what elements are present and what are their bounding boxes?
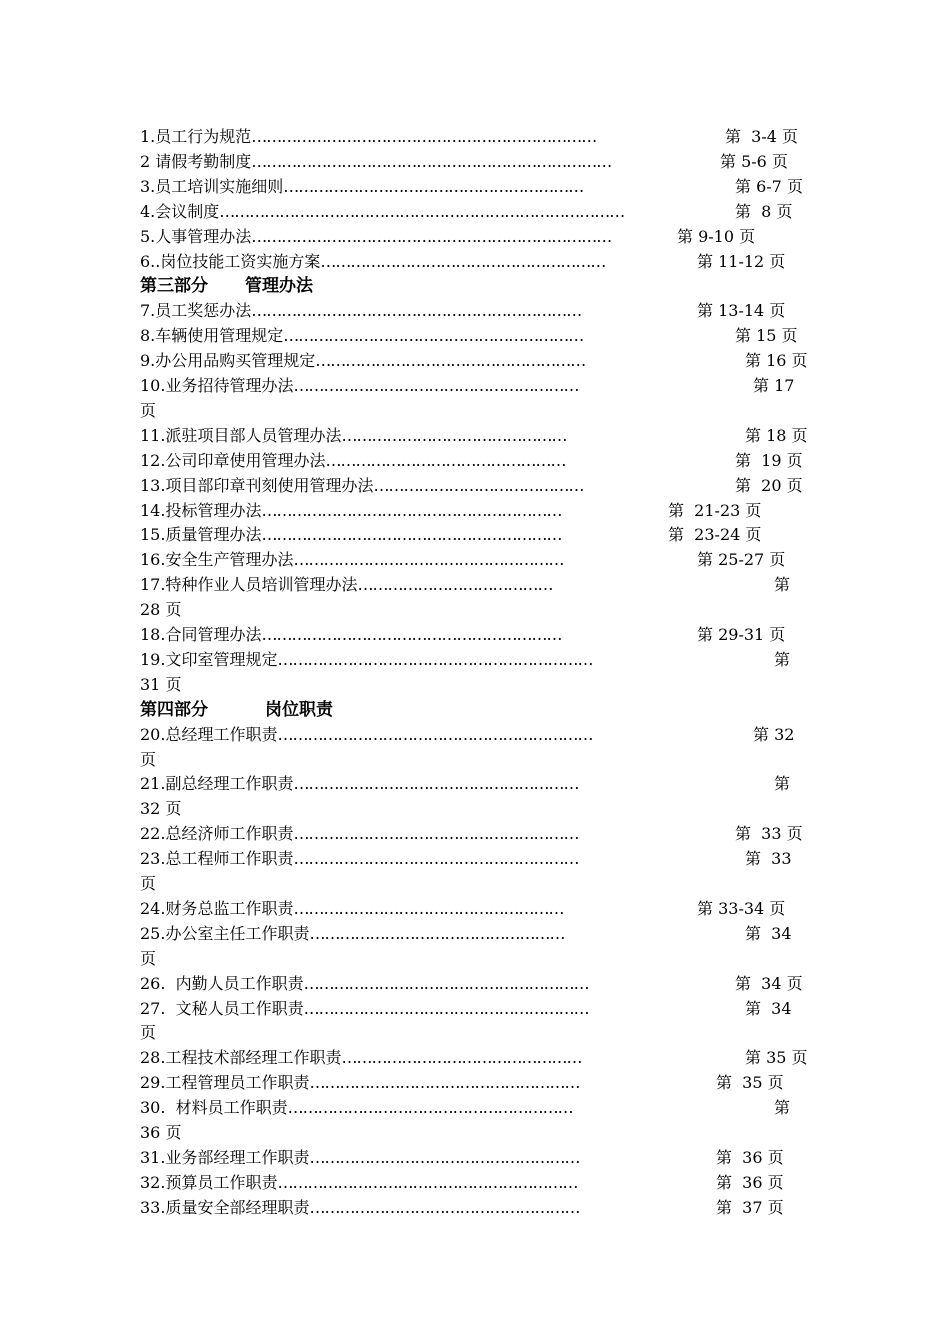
toc-leader-dots: …………………………………………………: [293, 824, 579, 843]
toc-page-number: 第: [774, 650, 791, 669]
toc-leader-dots: ……………………………………………………: [283, 326, 584, 345]
toc-entry-title: 25.办公室主任工作职责: [140, 924, 310, 943]
toc-leader-dots: ………………………………………………………………………: [219, 202, 625, 221]
toc-entry-title: 13.项目部印章刊刻使用管理办法: [140, 476, 374, 495]
toc-leader-dots: ……………………………………………………: [261, 525, 562, 544]
toc-leader-dots: ………………………………………………: [293, 899, 564, 918]
page-number-wrap: 36 页: [140, 1123, 182, 1142]
toc-page-number: 第 13-14 页: [697, 301, 786, 320]
toc-entry-title: 20.总经理工作职责: [140, 725, 278, 744]
toc-leader-dots: …………………………………: [357, 575, 553, 594]
toc-leader-dots: ………………………………………: [341, 426, 567, 445]
section-number: 第四部分: [140, 700, 208, 720]
toc-entry-title: 22.总经济师工作职责: [140, 824, 294, 843]
toc-page-number: 第 17: [753, 376, 795, 395]
toc-page-number: 第 33 页: [735, 824, 803, 843]
toc-page-number: 第 18 页: [745, 426, 808, 445]
page-number-wrap: 页: [140, 401, 157, 420]
toc-entry-title: 19.文印室管理规定: [140, 650, 278, 669]
toc-leader-dots: ………………………………………………: [309, 1148, 580, 1167]
toc-page-number: 第 36 页: [716, 1148, 784, 1167]
toc-entry-title: 32.预算员工作职责: [140, 1173, 278, 1192]
toc-entry-title: 16.安全生产管理办法: [140, 550, 294, 569]
toc-page-number: 第 19 页: [735, 451, 803, 470]
toc-leader-dots: ………………………………………………………………: [251, 152, 612, 171]
toc-page-number: 第: [774, 1098, 791, 1117]
toc-entry-title: 21.副总经理工作职责: [140, 774, 294, 793]
toc-entry-title: 28.工程技术部经理工作职责: [140, 1048, 342, 1067]
toc-page-number: 第 34: [745, 999, 792, 1018]
page-number-wrap: 28 页: [140, 600, 182, 619]
toc-entry-title: 9.办公用品购买管理规定: [140, 351, 316, 370]
toc-page-number: 第 25-27 页: [697, 550, 786, 569]
toc-page-number: 第 20 页: [735, 476, 803, 495]
toc-page-number: 第 11-12 页: [697, 252, 786, 271]
toc-leader-dots: …………………………………………………: [293, 774, 579, 793]
toc-page-number: 第 21-23 页: [668, 501, 762, 520]
toc-leader-dots: ………………………………………………: [309, 1073, 580, 1092]
toc-leader-dots: ……………………………………: [373, 476, 584, 495]
toc-leader-dots: ……………………………………………: [309, 924, 565, 943]
toc-leader-dots: …………………………………………………: [293, 376, 579, 395]
toc-page-number: 第 36 页: [716, 1173, 784, 1192]
toc-entry-title: 30. 材料员工作职责: [140, 1098, 288, 1117]
toc-leader-dots: ………………………………………………: [309, 1198, 580, 1217]
toc-page-number: 第 15 页: [735, 326, 798, 345]
toc-entry-title: 15.质量管理办法: [140, 525, 262, 544]
toc-entry-title: 10.业务招待管理办法: [140, 376, 294, 395]
toc-page-number: 第 33: [745, 849, 792, 868]
toc-leader-dots: ……………………………………………………………: [251, 127, 597, 146]
toc-entry-title: 33.质量安全部经理职责: [140, 1198, 310, 1217]
toc-page-number: 第 8 页: [735, 202, 793, 221]
toc-entry-title: 7.员工奖惩办法: [140, 301, 252, 320]
toc-leader-dots: …………………………………………: [325, 451, 566, 470]
toc-entry-title: 5.人事管理办法: [140, 227, 252, 246]
toc-page-number: 第 3-4 页: [725, 127, 799, 146]
toc-page-number: 第 6-7 页: [735, 177, 803, 196]
toc-leader-dots: …………………………………………………: [320, 252, 606, 271]
toc-page-number: 第 35 页: [716, 1073, 784, 1092]
toc-entry-title: 26. 内勤人员工作职责: [140, 974, 304, 993]
toc-entry-title: 31.业务部经理工作职责: [140, 1148, 310, 1167]
toc-page-number: 第 23-24 页: [668, 525, 762, 544]
section-title: 岗位职责: [265, 700, 333, 720]
toc-entry-title: 23.总工程师工作职责: [140, 849, 294, 868]
page-number-wrap: 页: [140, 949, 157, 968]
toc-entry-title: 17.特种作业人员培训管理办法: [140, 575, 358, 594]
toc-leader-dots: …………………………………………………: [303, 974, 589, 993]
toc-leader-dots: …………………………………………………: [303, 999, 589, 1018]
toc-leader-dots: …………………………………………………………: [251, 301, 582, 320]
toc-entry-title: 14.投标管理办法: [140, 501, 262, 520]
toc-entry-title: 18.合同管理办法: [140, 625, 262, 644]
toc-entry-title: 24.财务总监工作职责: [140, 899, 294, 918]
toc-page-number: 第 5-6 页: [720, 152, 788, 171]
toc-page-number: 第 34 页: [735, 974, 803, 993]
section-number: 第三部分: [140, 276, 208, 296]
toc-entry-title: 6..岗位技能工资实施方案: [140, 252, 321, 271]
page-number-wrap: 页: [140, 874, 157, 893]
page-number-wrap: 31 页: [140, 675, 182, 694]
toc-leader-dots: ………………………………………………………: [277, 650, 593, 669]
toc-entry-title: 8.车辆使用管理规定: [140, 326, 284, 345]
toc-leader-dots: ……………………………………………………: [261, 501, 562, 520]
toc-page-number: 第 29-31 页: [697, 625, 786, 644]
toc-leader-dots: ……………………………………………………: [283, 177, 584, 196]
toc-leader-dots: …………………………………………………: [287, 1098, 573, 1117]
toc-entry-title: 11.派驻项目部人员管理办法: [140, 426, 342, 445]
toc-leader-dots: ………………………………………………………: [277, 725, 593, 744]
toc-page-number: 第 16 页: [745, 351, 808, 370]
toc-entry-title: 2 请假考勤制度: [140, 152, 252, 171]
toc-entry-title: 3.员工培训实施细则: [140, 177, 284, 196]
toc-entry-title: 4.会议制度: [140, 202, 220, 221]
toc-page-number: 第: [774, 575, 791, 594]
toc-page-number: 第 37 页: [716, 1198, 784, 1217]
toc-page-number: 第: [774, 774, 791, 793]
toc-entry-title: 29.工程管理员工作职责: [140, 1073, 310, 1092]
toc-leader-dots: ………………………………………………: [315, 351, 586, 370]
toc-entry-title: 12.公司印章使用管理办法: [140, 451, 326, 470]
toc-page-number: 第 34: [745, 924, 792, 943]
toc-leader-dots: ……………………………………………………: [261, 625, 562, 644]
page-number-wrap: 页: [140, 750, 157, 769]
toc-leader-dots: ……………………………………………………: [277, 1173, 578, 1192]
toc-leader-dots: ………………………………………………: [293, 550, 564, 569]
toc-page-number: 第 35 页: [745, 1048, 808, 1067]
toc-entry-title: 27. 文秘人员工作职责: [140, 999, 304, 1018]
toc-entry-title: 1.员工行为规范: [140, 127, 252, 146]
toc-page-number: 第 9-10 页: [677, 227, 756, 246]
toc-page-number: 第 32: [753, 725, 795, 744]
toc-page-number: 第 33-34 页: [697, 899, 786, 918]
section-title: 管理办法: [245, 276, 313, 296]
page-number-wrap: 32 页: [140, 799, 182, 818]
toc-leader-dots: …………………………………………: [341, 1048, 582, 1067]
page-number-wrap: 页: [140, 1023, 157, 1042]
toc-leader-dots: ………………………………………………………………: [251, 227, 612, 246]
toc-leader-dots: …………………………………………………: [293, 849, 579, 868]
